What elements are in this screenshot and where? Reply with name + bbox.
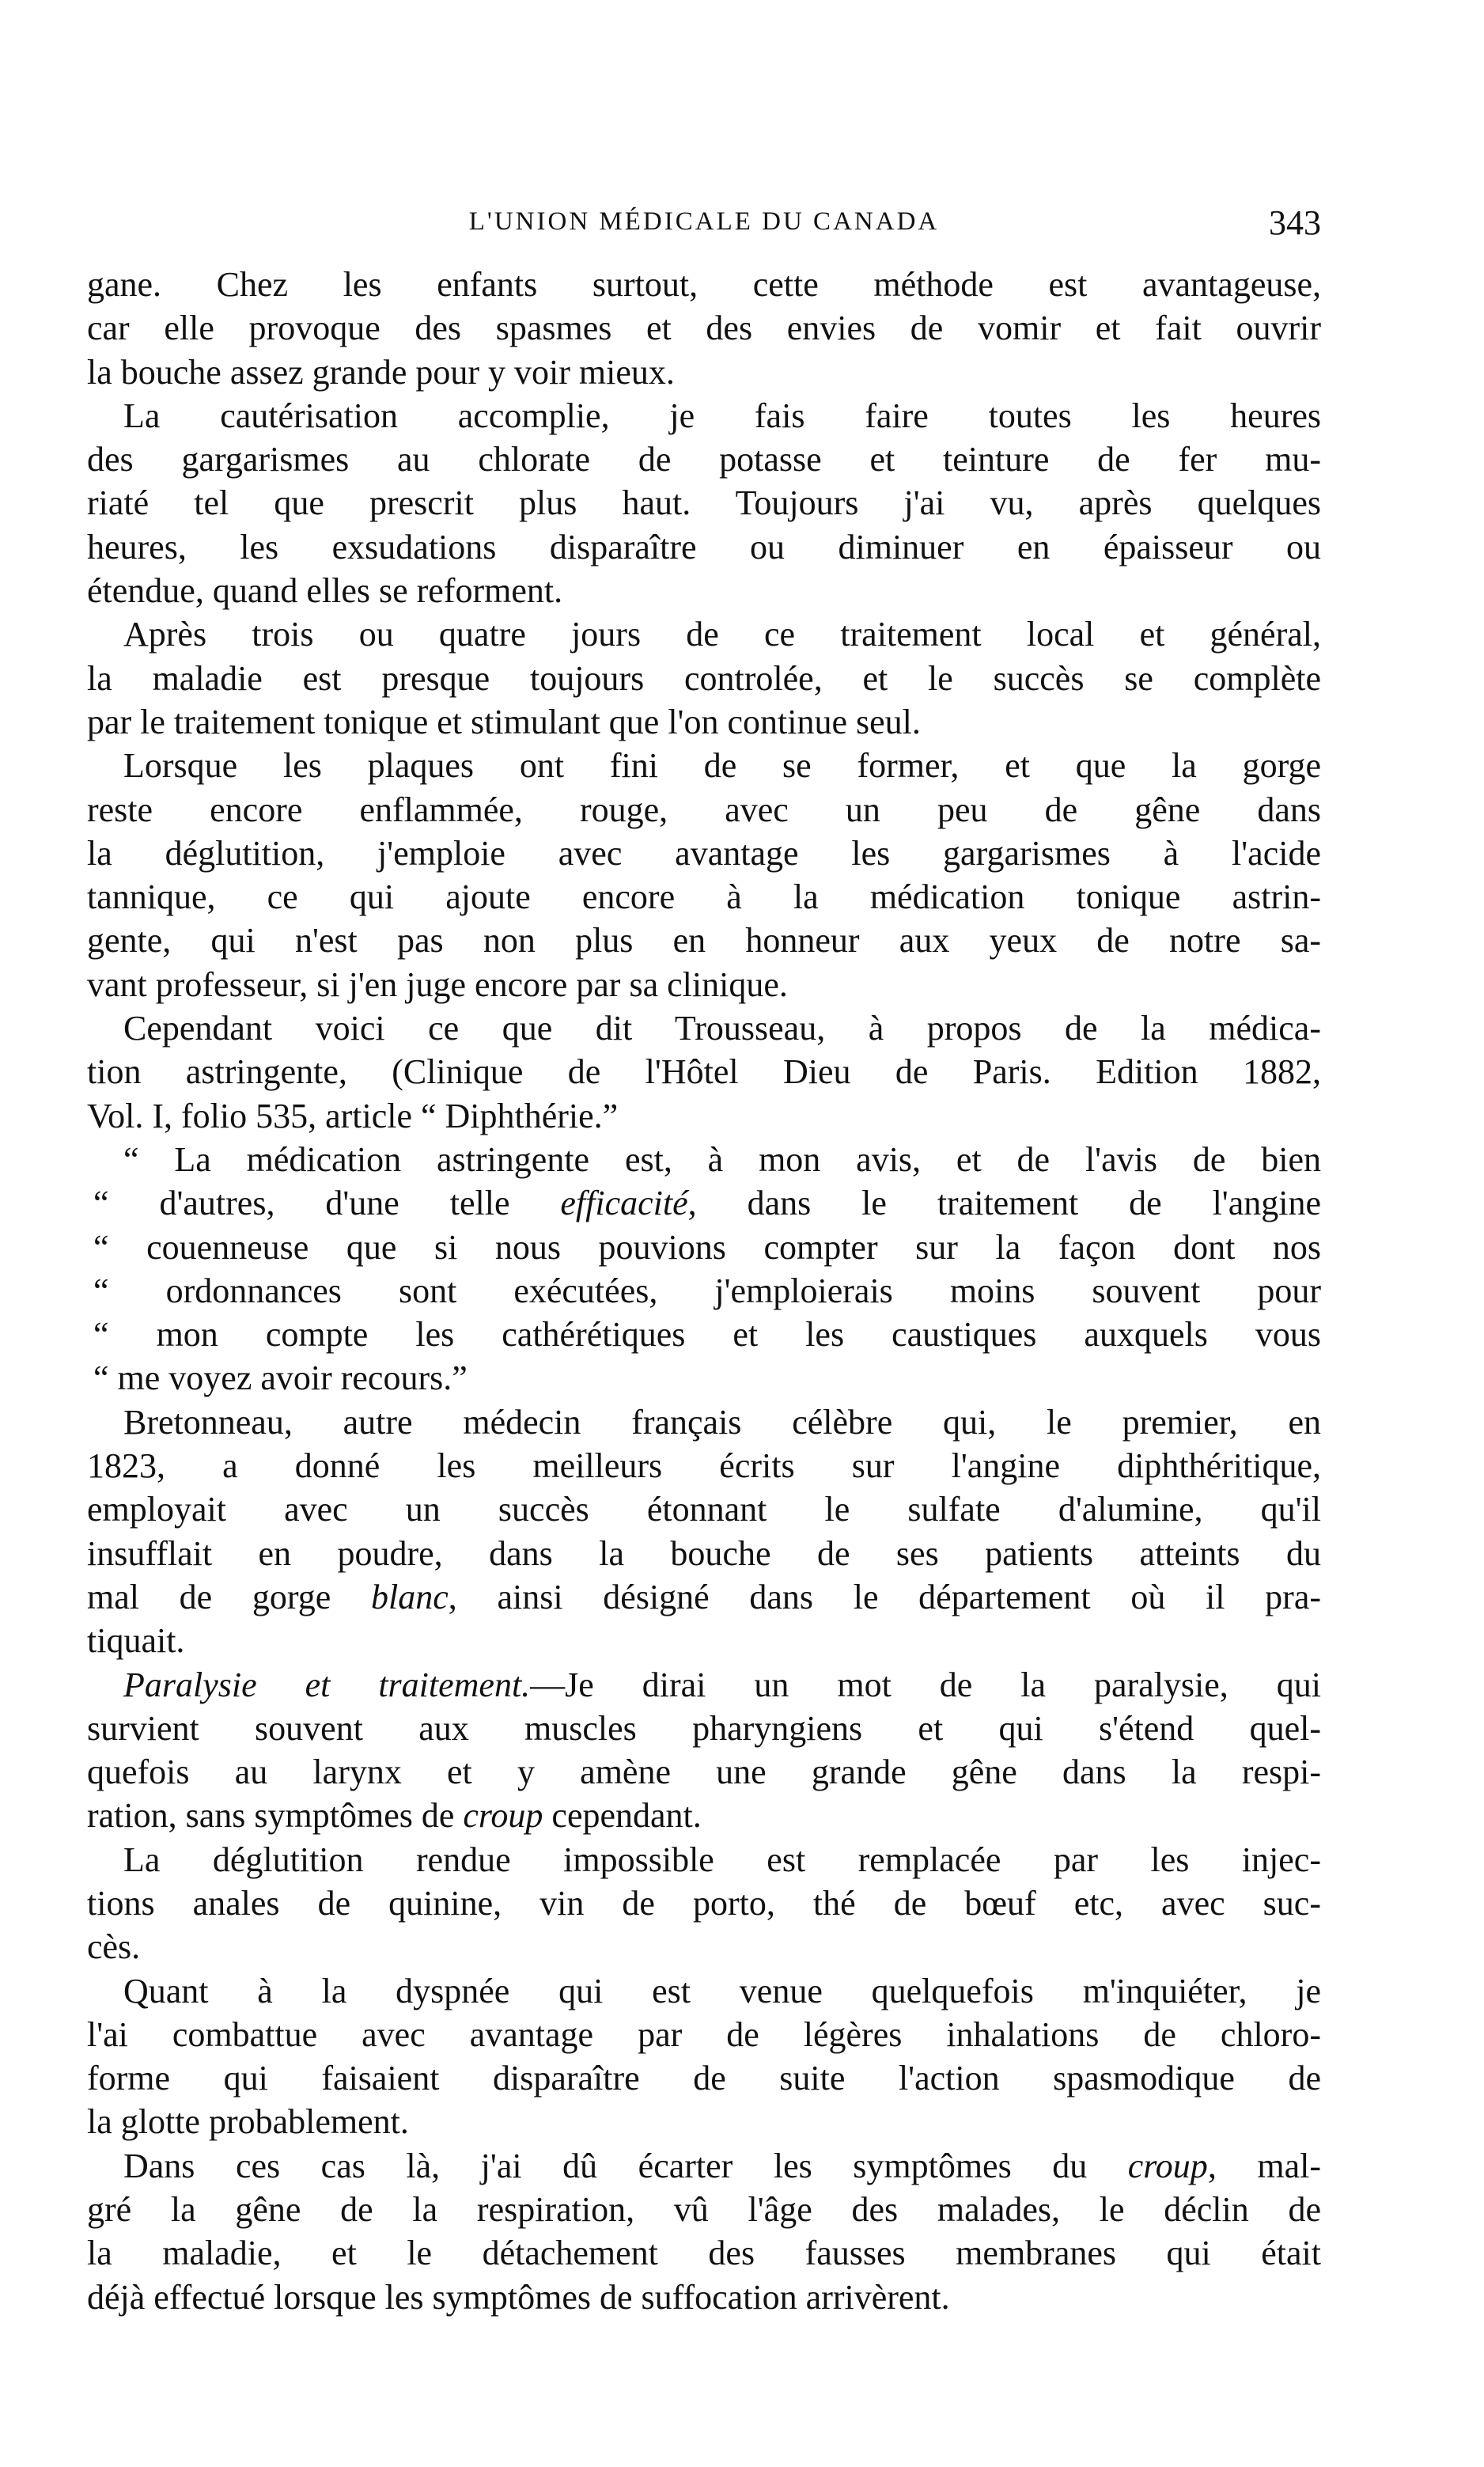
text-line: cès. — [87, 1927, 141, 1967]
text-line: La cautérisation accomplie, je fais faire toutes les heures — [123, 396, 1321, 435]
text-line: la déglutition, j'emploie avec avantage les gargarismes à l'acide — [87, 833, 1321, 873]
text-line: Bretonneau, autre médecin français célèbre qui, le premier, en — [123, 1402, 1321, 1442]
text-line: “ ordonnances sont exécutées, j'emploierais moins souvent pour — [93, 1271, 1321, 1310]
text-line: La déglutition rendue impossible est remplacée par les injec- — [123, 1840, 1321, 1879]
text-line: insufflait en poudre, dans la bouche de ses patients atteints du — [87, 1533, 1321, 1573]
text-line: tiquait. — [87, 1621, 185, 1661]
text-line: quefois au larynx et y amène une grande gêne dans la respi- — [87, 1753, 1321, 1792]
text-line: tion astringente, (Clinique de l'Hôtel Dieu de Paris. Edition 1882, — [87, 1052, 1321, 1092]
text-line: des gargarismes au chlorate de potasse et teinture de fer mu- — [87, 440, 1321, 479]
text-line: 1823, a donné les meilleurs écrits sur l'angine diphthéritique, — [87, 1446, 1321, 1486]
running-head — [87, 203, 1321, 247]
text-line: riaté tel que prescrit plus haut. Toujours j'ai vu, après quelques — [87, 483, 1321, 523]
text-line: Lorsque les plaques ont fini de se former, et que la gorge — [123, 746, 1321, 786]
text-line: “ mon compte les cathérétiques et les caustiques auxquels vous — [93, 1315, 1321, 1355]
text-line: forme qui faisaient disparaître de suite l'action spasmodique de — [87, 2059, 1321, 2098]
text-line: “ couenneuse que si nous pouvions compter sur la façon dont nos — [93, 1227, 1321, 1267]
text-line: “ d'autres, d'une telle efficacité, dans le traitement de l'angine — [93, 1184, 1321, 1223]
text-line: étendue, quand elles se reforment. — [87, 571, 563, 611]
text-line: la glotte probablement. — [87, 2102, 409, 2142]
text-line: gente, qui n'est pas non plus en honneur aux yeux de notre sa- — [87, 921, 1321, 961]
text-line: “ me voyez avoir recours.” — [93, 1359, 468, 1398]
page-number: 343 — [1269, 203, 1321, 242]
text-line: “ La médication astringente est, à mon avis, et de l'avis de bien — [123, 1139, 1321, 1179]
text-line: tannique, ce qui ajoute encore à la médication tonique astrin- — [87, 877, 1321, 917]
text-line: tions anales de quinine, vin de porto, thé de bœuf etc, avec suc- — [87, 1883, 1321, 1923]
text-line: mal de gorge blanc, ainsi désigné dans le département où il pra- — [87, 1577, 1321, 1616]
text-line: car elle provoque des spasmes et des envies de vomir et fait ouvrir — [87, 309, 1321, 348]
text-line: employait avec un succès étonnant le sulfate d'alumine, qu'il — [87, 1490, 1321, 1529]
text-line: la maladie, et le détachement des fausses membranes qui était — [87, 2234, 1321, 2273]
text-line: l'ai combattue avec avantage par de légères inhalations de chloro- — [87, 2014, 1321, 2054]
text-line: par le traitement tonique et stimulant que l'on continue seul. — [87, 702, 921, 741]
text-line: Quant à la dyspnée qui est venue quelquefois m'inquiéter, je — [123, 1971, 1321, 2010]
text-line: reste encore enflammée, rouge, avec un peu de gêne dans — [87, 790, 1321, 829]
body-text — [87, 263, 1321, 2319]
text-line: heures, les exsudations disparaître ou diminuer en épaisseur ou — [87, 527, 1321, 567]
text-line: la maladie est presque toujours controlée, et le succès se complète — [87, 658, 1321, 698]
text-line: gré la gêne de la respiration, vû l'âge des malades, le déclin de — [87, 2190, 1321, 2230]
running-title: L'UNION MÉDICALE DU CANADA — [468, 207, 940, 236]
text-line: la bouche assez grande pour y voir mieux. — [87, 352, 675, 392]
text-line: gane. Chez les enfants surtout, cette méthode est avantageuse, — [87, 265, 1321, 304]
text-line: déjà effectué lorsque les symptômes de suffocation arrivèrent. — [87, 2277, 950, 2317]
text-line: ration, sans symptômes de croup cependant. — [87, 1796, 702, 1836]
text-line: survient souvent aux muscles pharyngiens et qui s'étend quel- — [87, 1708, 1321, 1748]
text-line: vant professeur, si j'en juge encore par sa clinique. — [87, 964, 788, 1004]
text-line: Dans ces cas là, j'ai dû écarter les symptômes du croup, mal- — [123, 2146, 1321, 2185]
text-line: Vol. I, folio 535, article “ Diphthérie.” — [87, 1096, 619, 1135]
text-line: Cependant voici ce que dit Trousseau, à propos de la médica- — [123, 1009, 1321, 1048]
text-line: Paralysie et traitement.—Je dirai un mot de la paralysie, qui — [123, 1665, 1321, 1704]
text-line: Après trois ou quatre jours de ce traitement local et général, — [123, 615, 1321, 654]
